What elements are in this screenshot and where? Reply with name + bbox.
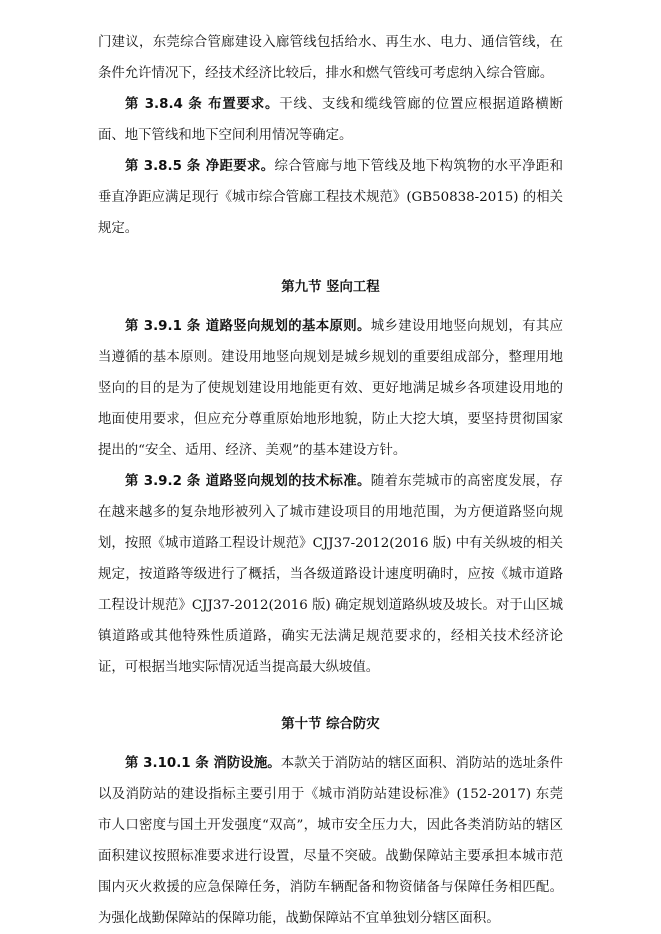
clause-text: 综合管廊与地下管线及地下构筑物的水平净距和垂直净距应满足现行《城市综合管廊工程技术规范》(GB50838-2015) 的相关规定。 [98,159,563,236]
spacer [98,683,563,709]
spacer [98,244,563,272]
clause-label: 第 3.9.1 条 道路竖向规划的基本原则。 [125,319,371,334]
clause-3-9-1 [98,311,563,466]
clause-text: 随着东莞城市的高密度发展，存在越来越多的复杂地形被列入了城市建设项目的用地范围，为方便道路竖向规划，按照《城市道路工程设计规范》CJJ37-2012(2016 版) 中有关纵坡的相关规定，按道路等级进行了概括，当各级道路设计速度明确时，应按《城市道路工程设计规范》CJJ37-2012(2016 版) 确定规划道路纵坡及坡长。对于山区城镇道路或其他特殊性质道路，确实无法满足规范要求的，经相关技术经济论证，可根据当地实际情况适当提高最大纵坡值。 [98,474,563,675]
clause-text: 城乡建设用地竖向规划，有其应当遵循的基本原则。建设用地竖向规划是城乡规划的重要组成部分，整理用地竖向的目的是为了使规划建设用地能更有效、更好地满足城乡各项建设用地的地面使用要求，但应充分尊重原始地形地貌，防止大挖大填，要坚持贯彻国家提出的“安全、适用、经济、美观”的基本建设方针。 [98,319,563,458]
document-page [98,27,563,934]
clause-label: 第 3.8.5 条 净距要求。 [125,159,275,174]
clause-text: 本款关于消防站的辖区面积、消防站的选址条件以及消防站的建设指标主要引用于《城市消防站建设标准》(152-2017) 东莞市人口密度与国土开发强度“双高”，城市安全压力大，因此各类消防站的辖区面积建议按照标准要求进行设置，尽量不突破。战勤保障站主要承担本城市范围内灭火救援的应急保障任务，消防车辆配备和物资储备与保障任务相匹配。为强化战勤保障站的保障功能，战勤保障站不宜单独划分辖区面积。 [98,756,564,926]
clause-label: 第 3.10.1 条 消防设施。 [125,756,281,771]
spacer [98,740,563,748]
clause-3-9-2 [98,466,563,683]
clause-3-8-5 [98,151,563,244]
paragraph-pipeline-inclusion [98,27,563,89]
paragraph-text: 门建议，东莞综合管廊建设入廊管线包括给水、再生水、电力、通信管线，在条件允许情况下，经技术经济比较后，排水和燃气管线可考虑纳入综合管廊。 [98,35,563,81]
clause-label: 第 3.8.4 条 布置要求。 [125,97,280,112]
clause-label: 第 3.9.2 条 道路竖向规划的技术标准。 [125,474,371,489]
section-heading-disaster-prevention: 第十节 综合防灾 [281,717,380,732]
clause-text: 干线、支线和缆线管廊的位置应根据道路横断面、地下管线和地下空间利用情况等确定。 [98,97,563,143]
clause-3-8-4 [98,89,563,151]
clause-3-10-1 [98,748,563,934]
spacer [98,303,563,311]
section-heading-vertical-engineering: 第九节 竖向工程 [281,280,380,295]
